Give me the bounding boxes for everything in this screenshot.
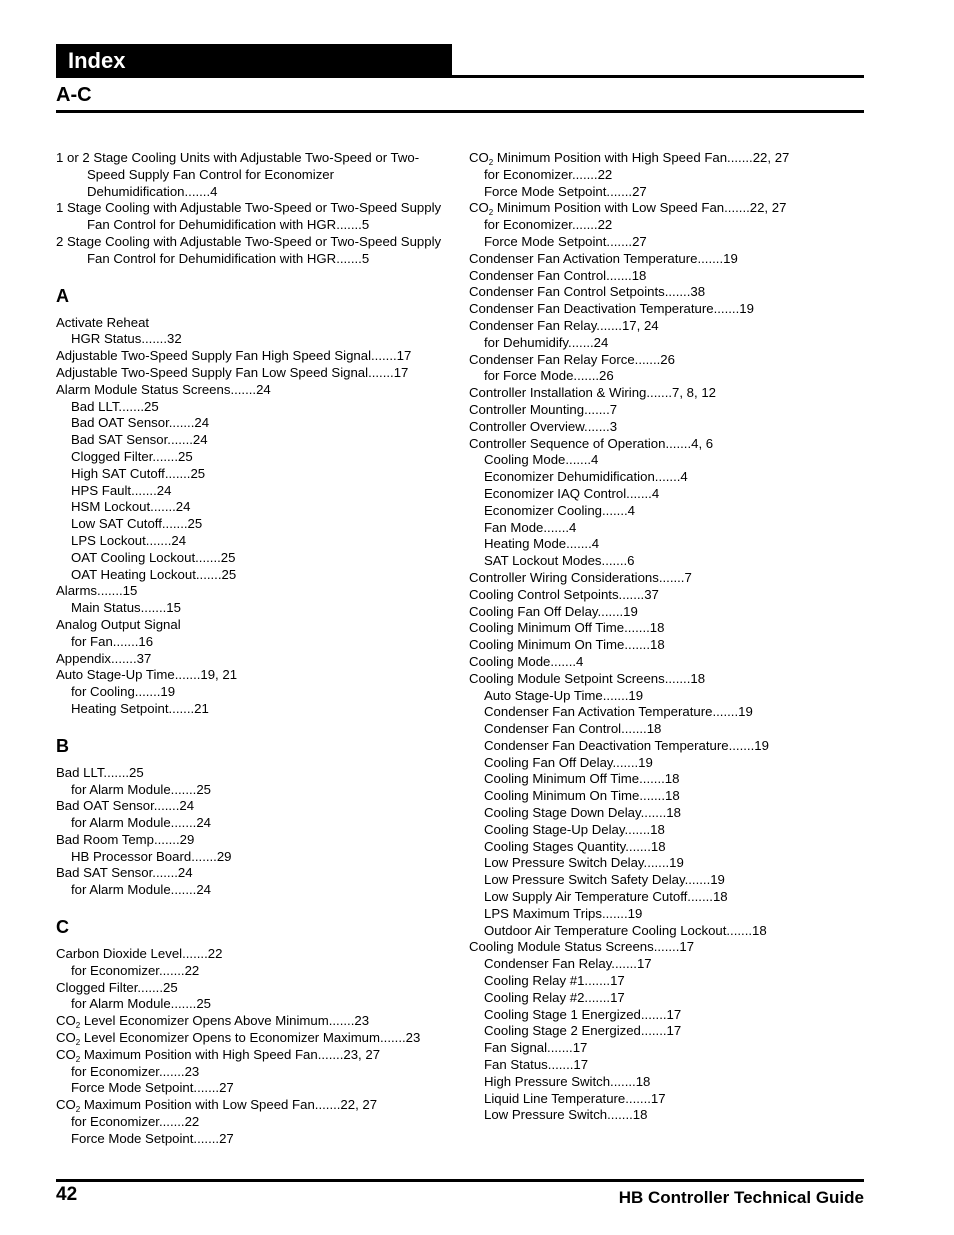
index-subentry: Low Pressure Switch Delay.......19	[484, 855, 684, 871]
index-subentry: for Cooling.......19	[71, 684, 176, 700]
index-entry: Cooling Minimum On Time.......18	[469, 637, 665, 653]
title-rule	[452, 75, 864, 78]
index-subentry: Condenser Fan Control.......18	[484, 721, 662, 737]
index-entry: $CO_2$ Minimum Position with Low Speed Fan.......22, 27	[469, 200, 787, 218]
index-subentry: for Economizer.......22	[71, 962, 200, 978]
index-column-right	[469, 150, 864, 1124]
index-subentry: Force Mode Setpoint.......27	[71, 1130, 234, 1146]
index-subentry: for Dehumidify.......24	[484, 334, 609, 350]
index-entry: Condenser Fan Relay Force.......26	[469, 351, 675, 367]
index-entry: Adjustable Two-Speed Supply Fan Low Speed Signal.......17	[56, 364, 409, 380]
index-entry: Adjustable Two-Speed Supply Fan High Speed Signal.......17	[56, 348, 412, 364]
index-subentry: for Alarm Module.......24	[71, 882, 211, 898]
index-subentry: LPS Lockout.......24	[71, 532, 187, 548]
index-subentry: OAT Cooling Lockout.......25	[71, 549, 236, 565]
index-subentry: OAT Heating Lockout.......25	[71, 566, 237, 582]
index-entry: Cooling Control Setpoints.......37	[469, 586, 659, 602]
section-heading: A-C	[56, 84, 92, 106]
index-subentry: for Alarm Module.......25	[71, 781, 211, 797]
page-number: 42	[56, 1184, 78, 1205]
index-subentry: Economizer Cooling.......4	[484, 502, 635, 518]
index-subentry: Outdoor Air Temperature Cooling Lockout.......18	[484, 922, 767, 938]
index-entry: Cooling Minimum Off Time.......18	[469, 620, 665, 636]
index-entry: Activate Reheat	[56, 314, 150, 330]
index-entry: Condenser Fan Activation Temperature.......19	[469, 250, 738, 266]
index-entry: Cooling Module Setpoint Screens.......18	[469, 670, 706, 686]
index-subentry: Condenser Fan Activation Temperature.......19	[484, 704, 753, 720]
index-entry-text: Maximum Position with Low Speed Fan.......22, 27	[80, 1097, 378, 1113]
index-letter-heading: B	[56, 735, 69, 756]
index-entry: Controller Sequence of Operation.......4, 6	[469, 435, 714, 451]
index-entry: Bad OAT Sensor.......24	[56, 798, 195, 814]
index-letter-heading: C	[56, 917, 69, 938]
index-subentry: Cooling Fan Off Delay.......19	[484, 754, 653, 770]
index-entry: Controller Wiring Considerations.......7	[469, 569, 692, 585]
index-subentry: SAT Lockout Modes.......6	[484, 553, 635, 569]
index-subentry: Cooling Stages Quantity.......18	[484, 838, 666, 854]
index-subentry: Bad SAT Sensor.......24	[71, 432, 208, 448]
index-entry: Appendix.......37	[56, 650, 152, 666]
index-subentry: Cooling Stage-Up Delay.......18	[484, 821, 665, 837]
index-subentry: Force Mode Setpoint.......27	[71, 1080, 234, 1096]
index-subentry: Force Mode Setpoint.......27	[484, 233, 647, 249]
page-title: Index	[68, 48, 126, 73]
index-subentry: HGR Status.......32	[71, 331, 182, 347]
index-subentry: for Alarm Module.......25	[71, 996, 211, 1012]
index-entry: Alarm Module Status Screens.......24	[56, 381, 271, 397]
index-entry: Alarms.......15	[56, 583, 138, 599]
section-rule	[56, 110, 864, 113]
index-entry: 1 or 2 Stage Cooling Units with Adjustable Two-Speed or Two-Speed Supply Fan Control for Economizer Dehumidification.......4	[56, 150, 420, 199]
index-subentry: for Alarm Module.......24	[71, 815, 211, 831]
index-subentry: Cooling Minimum On Time.......18	[484, 788, 680, 804]
index-subentry: for Economizer.......23	[71, 1063, 200, 1079]
index-entry: Cooling Module Status Screens.......17	[469, 939, 695, 955]
index-subentry: for Force Mode.......26	[484, 368, 614, 384]
index-entry-text: Level Economizer Opens to Economizer Maximum.......23	[80, 1030, 421, 1046]
index-entry: Controller Mounting.......7	[469, 401, 618, 417]
index-entry: Controller Overview.......3	[469, 418, 618, 434]
index-subentry: HPS Fault.......24	[71, 482, 172, 498]
index-entry: Condenser Fan Relay.......17, 24	[469, 317, 659, 333]
index-title-bar	[56, 44, 452, 78]
index-subentry: LPS Maximum Trips.......19	[484, 905, 643, 921]
index-entry: $CO_2$ Minimum Position with High Speed Fan.......22, 27	[469, 150, 790, 167]
index-entry: Auto Stage-Up Time.......19, 21	[56, 667, 238, 683]
index-entry: Bad LLT.......25	[56, 764, 144, 780]
index-subentry: Heating Mode.......4	[484, 536, 600, 552]
index-subentry: Economizer Dehumidification.......4	[484, 469, 688, 485]
index-entry: $CO_2$ Level Economizer Opens Above Minimum.......23	[56, 1013, 370, 1031]
index-subentry: Condenser Fan Deactivation Temperature.......19	[484, 737, 769, 753]
index-subentry: Cooling Mode.......4	[484, 452, 599, 468]
index-subentry: Low SAT Cutoff.......25	[71, 516, 203, 532]
index-subentry: Condenser Fan Relay.......17	[484, 956, 652, 972]
index-entry: Controller Installation & Wiring.......7, 8, 12	[469, 385, 717, 401]
index-subentry: Cooling Stage Down Delay.......18	[484, 805, 681, 821]
index-subentry: Fan Signal.......17	[484, 1040, 588, 1056]
index-entry: $CO_2$ Maximum Position with Low Speed Fan.......22, 27	[56, 1097, 378, 1115]
index-entry: Carbon Dioxide Level.......22	[56, 946, 223, 962]
index-entry: 1 Stage Cooling with Adjustable Two-Speed or Two-Speed Supply Fan Control for Dehumidification with HGR.......5	[56, 200, 442, 233]
index-subentry: Fan Mode.......4	[484, 519, 577, 535]
index-subentry: for Economizer.......22	[484, 217, 613, 233]
index-subentry: HB Processor Board.......29	[71, 848, 232, 864]
footer-rule	[56, 1179, 864, 1182]
index-subentry: Bad LLT.......25	[71, 398, 159, 414]
index-entry-text: Level Economizer Opens Above Minimum.......23	[80, 1013, 370, 1029]
index-subentry: High SAT Cutoff.......25	[71, 465, 206, 481]
index-entry-text: Minimum Position with High Speed Fan.......22, 27	[493, 150, 790, 165]
index-entry: 2 Stage Cooling with Adjustable Two-Speed or Two-Speed Supply Fan Control for Dehumidification with HGR.......5	[56, 233, 442, 266]
index-subentry: for Fan.......16	[71, 633, 154, 649]
index-subentry: Liquid Line Temperature.......17	[484, 1090, 666, 1106]
index-subentry: Heating Setpoint.......21	[71, 700, 209, 716]
index-subentry: HSM Lockout.......24	[71, 499, 191, 515]
index-letter-heading: A	[56, 285, 69, 306]
index-subentry: Main Status.......15	[71, 600, 181, 616]
index-subentry: Cooling Relay #1.......17	[484, 973, 625, 989]
index-subentry: for Economizer.......22	[484, 166, 613, 182]
index-subentry: Clogged Filter.......25	[71, 448, 193, 464]
index-entry: Condenser Fan Control Setpoints.......38	[469, 284, 706, 300]
index-subentry: Auto Stage-Up Time.......19	[484, 687, 644, 703]
index-entry: Cooling Mode.......4	[469, 653, 584, 669]
index-entry: $CO_2$ Maximum Position with High Speed Fan.......23, 27	[56, 1046, 381, 1064]
index-subentry: Economizer IAQ Control.......4	[484, 485, 660, 501]
index-entry-text: Maximum Position with High Speed Fan.......23, 27	[80, 1046, 381, 1062]
index-subentry: High Pressure Switch.......18	[484, 1073, 651, 1089]
index-subentry: Cooling Stage 2 Energized.......17	[484, 1023, 682, 1039]
index-subentry: Low Pressure Switch Safety Delay.......19	[484, 872, 725, 888]
index-entry: Analog Output Signal	[56, 616, 181, 632]
index-entry: Clogged Filter.......25	[56, 979, 178, 995]
index-subentry: Fan Status.......17	[484, 1057, 589, 1073]
guide-title: HB Controller Technical Guide	[618, 1188, 864, 1207]
index-subentry: Low Supply Air Temperature Cutoff.......18	[484, 889, 728, 905]
index-entry: Bad SAT Sensor.......24	[56, 865, 193, 881]
index-entry: Condenser Fan Deactivation Temperature.......19	[469, 301, 754, 317]
index-subentry: Bad OAT Sensor.......24	[71, 415, 210, 431]
index-entry: Bad Room Temp.......29	[56, 831, 195, 847]
index-subentry: Cooling Relay #2.......17	[484, 989, 625, 1005]
index-subentry: for Economizer.......22	[71, 1114, 200, 1130]
index-column-left	[56, 150, 456, 1148]
index-entry: Condenser Fan Control.......18	[469, 267, 647, 283]
index-subentry: Low Pressure Switch.......18	[484, 1107, 648, 1123]
index-subentry: Force Mode Setpoint.......27	[484, 183, 647, 199]
index-entry-text: Minimum Position with Low Speed Fan.......22, 27	[493, 200, 787, 216]
index-subentry: Cooling Minimum Off Time.......18	[484, 771, 680, 787]
index-entry: $CO_2$ Level Economizer Opens to Economizer Maximum.......23	[56, 1030, 421, 1048]
index-subentry: Cooling Stage 1 Energized.......17	[484, 1006, 682, 1022]
index-entry: Cooling Fan Off Delay.......19	[469, 603, 638, 619]
